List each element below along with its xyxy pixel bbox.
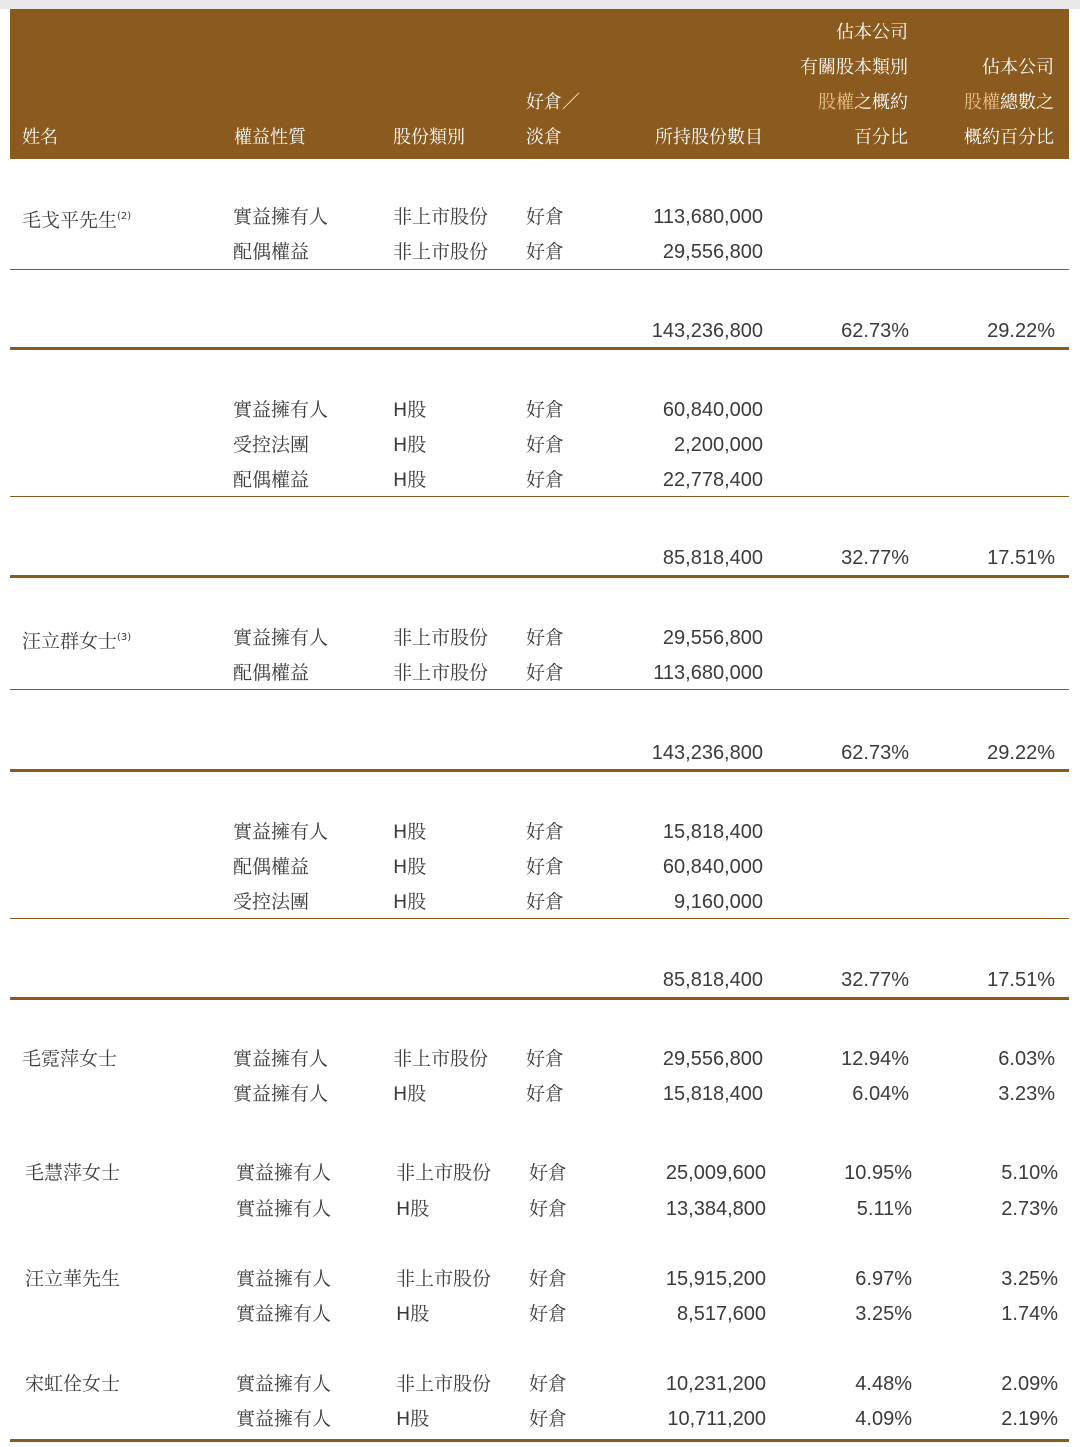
cell-pct-class: 10.95%: [844, 1162, 912, 1184]
section-divider: [10, 997, 1069, 1000]
cell-shares: 60,840,000: [662, 856, 763, 878]
cell-pct-class: 4.48%: [855, 1373, 912, 1395]
cell-pct-total: 29.22%: [987, 320, 1055, 342]
cell-class: H股: [393, 434, 427, 456]
cell-shares: 85,818,400: [662, 969, 763, 991]
row-divider: [10, 689, 1069, 690]
cell-name-wrapper: [22, 205, 131, 232]
cell-class: H股: [396, 1303, 430, 1325]
cell-shares: 8,517,600: [677, 1303, 766, 1325]
cell-pct-class: 62.73%: [841, 742, 909, 764]
row-divider: [10, 918, 1069, 919]
cell-position: 好倉: [529, 1268, 568, 1290]
cell-shares: 25,009,600: [665, 1162, 766, 1184]
cell-position: 好倉: [526, 469, 565, 491]
cell-nature: 實益擁有人: [236, 1162, 332, 1184]
col-pct-class-header-line1: 佔本公司: [836, 22, 908, 43]
cell-pct-class: 62.73%: [841, 320, 909, 342]
cell-shares: 60,840,000: [662, 399, 763, 421]
cell-position: 好倉: [526, 662, 565, 684]
cell-position: 好倉: [529, 1162, 568, 1184]
cell-nature: 實益擁有人: [236, 1268, 332, 1290]
gold-word: 股權: [964, 92, 1000, 113]
cell-class: H股: [393, 1083, 427, 1105]
cell-pct-total: 5.10%: [1001, 1162, 1058, 1184]
cell-nature: 實益擁有人: [233, 821, 329, 843]
cell-shares: 85,818,400: [662, 547, 763, 569]
cell-shares: 2,200,000: [674, 434, 763, 456]
gold-word: 股權: [818, 92, 854, 113]
cell-class: 非上市股份: [393, 627, 489, 649]
section-divider: [10, 347, 1069, 350]
col-pct-class-header-line3-rest: 之概約: [854, 92, 908, 113]
cell-class: 非上市股份: [393, 1048, 489, 1070]
cell-pct-total: 17.51%: [987, 969, 1055, 991]
col-pct-total-header-line2-rest: 總數之: [1000, 92, 1054, 113]
cell-shares: 15,818,400: [662, 1083, 763, 1105]
cell-pct-total: 2.73%: [1001, 1198, 1058, 1220]
top-border: [0, 0, 1080, 9]
cell-class: 非上市股份: [393, 206, 489, 228]
cell-shares: 22,778,400: [662, 469, 763, 491]
cell-shares: 9,160,000: [674, 891, 763, 913]
cell-shares: 29,556,800: [662, 241, 763, 263]
cell-class: 非上市股份: [396, 1268, 492, 1290]
cell-nature: 實益擁有人: [233, 206, 329, 228]
col-pct-total-header-line3: 概約百分比: [964, 127, 1054, 148]
cell-position: 好倉: [529, 1373, 568, 1395]
cell-class: H股: [396, 1198, 430, 1220]
cell-pct-class: 5.11%: [856, 1198, 912, 1220]
cell-pct-class: 3.25%: [855, 1303, 912, 1325]
col-name-header: 姓名: [22, 127, 58, 148]
cell-position: 好倉: [529, 1303, 568, 1325]
section-divider: [10, 769, 1069, 772]
cell-name: 毛霓萍女士: [22, 1048, 118, 1070]
cell-nature: 實益擁有人: [233, 399, 329, 421]
cell-class: H股: [393, 469, 427, 491]
row-divider: [10, 496, 1069, 497]
cell-nature: 受控法團: [233, 891, 310, 913]
cell-shares: 10,231,200: [665, 1373, 766, 1395]
cell-class: H股: [393, 891, 427, 913]
cell-nature: 實益擁有人: [236, 1373, 332, 1395]
cell-name-wrapper: [22, 626, 131, 653]
col-pct-total-header-line2: [910, 85, 1054, 120]
cell-position: 好倉: [526, 856, 565, 878]
cell-shares: 143,236,800: [651, 320, 763, 342]
cell-nature: 配偶權益: [233, 241, 310, 263]
cell-nature: 配偶權益: [233, 856, 310, 878]
cell-nature: 實益擁有人: [233, 627, 329, 649]
cell-shares: 113,680,000: [653, 206, 763, 228]
cell-name: 毛慧萍女士: [25, 1162, 121, 1184]
cell-pct-total: 2.09%: [1001, 1373, 1058, 1395]
cell-position: 好倉: [526, 821, 565, 843]
section-divider: [10, 1439, 1069, 1442]
cell-pct-class: 12.94%: [841, 1048, 909, 1070]
cell-pct-total: 17.51%: [987, 547, 1055, 569]
col-position-header-line1: 好倉／: [526, 92, 580, 113]
cell-shares: 10,711,200: [667, 1408, 766, 1430]
cell-pct-total: 2.19%: [1001, 1408, 1058, 1430]
col-position-header-line2: 淡倉: [526, 127, 562, 148]
cell-nature: 實益擁有人: [236, 1303, 332, 1325]
cell-nature: 實益擁有人: [233, 1048, 329, 1070]
cell-name: 宋虹佺女士: [25, 1373, 121, 1395]
cell-pct-total: 1.74%: [1001, 1303, 1058, 1325]
cell-pct-total: 29.22%: [987, 742, 1055, 764]
col-shares-header: 所持股份數目: [655, 127, 763, 148]
cell-pct-class: 6.04%: [852, 1083, 909, 1105]
cell-pct-class: 4.09%: [855, 1408, 912, 1430]
col-pct-total-header-line1: 佔本公司: [982, 57, 1054, 78]
cell-nature: 實益擁有人: [236, 1408, 332, 1430]
cell-class: 非上市股份: [396, 1162, 492, 1184]
cell-name: 毛戈平先生: [22, 209, 118, 232]
cell-position: 好倉: [526, 206, 565, 228]
cell-class: H股: [393, 821, 427, 843]
cell-pct-class: 32.77%: [841, 547, 909, 569]
cell-name: 汪立華先生: [25, 1268, 121, 1290]
note-marker: (2): [117, 211, 132, 222]
cell-position: 好倉: [526, 1083, 565, 1105]
cell-shares: 143,236,800: [651, 742, 763, 764]
cell-pct-total: 6.03%: [998, 1048, 1055, 1070]
cell-position: 好倉: [526, 399, 565, 421]
cell-shares: 29,556,800: [662, 1048, 763, 1070]
cell-nature: 配偶權益: [233, 662, 310, 684]
col-pct-class-header-line3: [750, 85, 908, 120]
cell-position: 好倉: [526, 891, 565, 913]
cell-nature: 配偶權益: [233, 469, 310, 491]
cell-position: 好倉: [529, 1408, 568, 1430]
cell-position: 好倉: [526, 1048, 565, 1070]
cell-shares: 15,915,200: [665, 1268, 766, 1290]
col-pct-class-header-line4: 百分比: [854, 127, 908, 148]
col-nature-header: 權益性質: [234, 127, 306, 148]
cell-class: H股: [396, 1408, 430, 1430]
cell-position: 好倉: [526, 434, 565, 456]
cell-class: H股: [393, 856, 427, 878]
cell-shares: 15,818,400: [662, 821, 763, 843]
cell-class: 非上市股份: [393, 241, 489, 263]
cell-nature: 實益擁有人: [236, 1198, 332, 1220]
cell-shares: 13,384,800: [665, 1198, 766, 1220]
cell-pct-class: 6.97%: [855, 1268, 912, 1290]
row-divider: [10, 269, 1069, 270]
cell-class: 非上市股份: [393, 662, 489, 684]
cell-class: H股: [393, 399, 427, 421]
note-marker: (3): [117, 632, 132, 643]
table-header: [10, 9, 1069, 159]
cell-position: 好倉: [526, 627, 565, 649]
col-pct-class-header-line2: 有關股本類別: [800, 57, 908, 78]
cell-shares: 113,680,000: [653, 662, 763, 684]
cell-nature: 實益擁有人: [233, 1083, 329, 1105]
cell-name: 汪立群女士: [22, 630, 118, 653]
col-class-header: 股份類別: [393, 127, 465, 148]
cell-pct-total: 3.25%: [1001, 1268, 1058, 1290]
cell-pct-total: 3.23%: [998, 1083, 1055, 1105]
cell-nature: 受控法團: [233, 434, 310, 456]
cell-shares: 29,556,800: [662, 627, 763, 649]
cell-class: 非上市股份: [396, 1373, 492, 1395]
cell-position: 好倉: [529, 1198, 568, 1220]
section-divider: [10, 575, 1069, 578]
cell-position: 好倉: [526, 241, 565, 263]
cell-pct-class: 32.77%: [841, 969, 909, 991]
